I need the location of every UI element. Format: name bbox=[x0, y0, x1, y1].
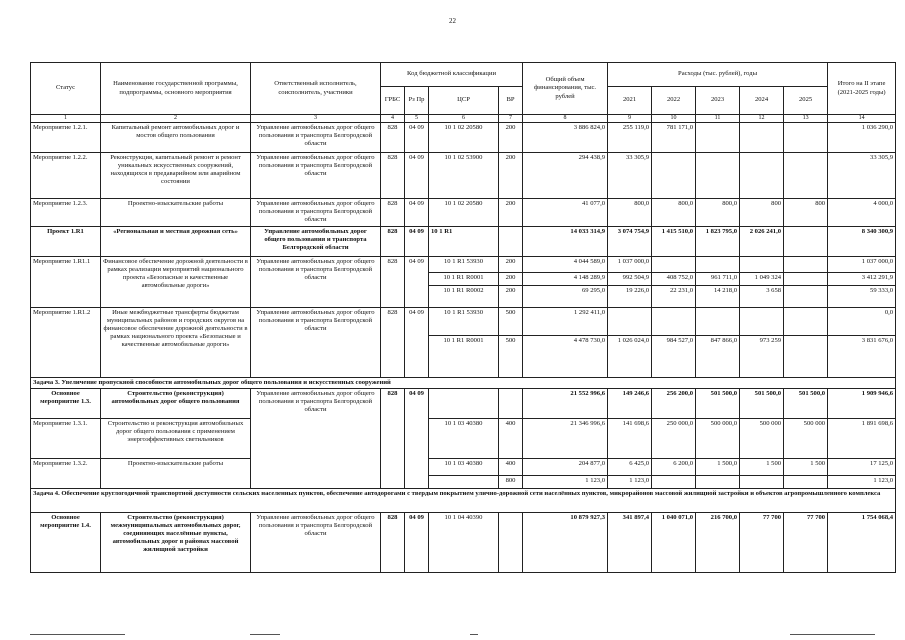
row-y2022: 256 200,0 bbox=[652, 389, 696, 419]
row-total: 41 077,0 bbox=[523, 199, 608, 227]
footer-rule bbox=[790, 634, 875, 635]
table-row bbox=[31, 419, 896, 459]
row-y2021: 33 305,9 bbox=[608, 153, 652, 199]
table-row bbox=[31, 308, 896, 336]
index-cell: 3 bbox=[251, 115, 381, 123]
footer-rule bbox=[30, 634, 125, 635]
row-total: 4 148 289,9 bbox=[523, 273, 608, 286]
col-year-header: 2023 bbox=[696, 87, 740, 115]
row-status: Основное мероприятие 1.4. bbox=[31, 513, 101, 573]
row-stage: 1 909 946,6 bbox=[828, 389, 896, 419]
table-row bbox=[31, 123, 896, 153]
row-y2022: 984 527,0 bbox=[652, 336, 696, 378]
page-number: 22 bbox=[449, 17, 456, 25]
row-y2024: 500 000 bbox=[740, 419, 784, 459]
footer-rule bbox=[470, 634, 478, 635]
row-executor: Управление автомобильных дорог общего пользования и транспорта Белгородской области bbox=[251, 308, 381, 378]
row-y2025 bbox=[784, 153, 828, 199]
col-vr-header: ВР bbox=[499, 87, 523, 115]
row-vr: 400 bbox=[499, 419, 523, 459]
row-y2022: 800,0 bbox=[652, 199, 696, 227]
row-vr: 500 bbox=[499, 336, 523, 378]
row-y2021: 1 037 000,0 bbox=[608, 257, 652, 273]
row-csr: 10 1 R1 bbox=[429, 227, 499, 257]
row-y2023: 1 823 795,0 bbox=[696, 227, 740, 257]
row-y2024: 800 bbox=[740, 199, 784, 227]
row-y2023: 501 500,0 bbox=[696, 389, 740, 419]
row-grbs: 828 bbox=[381, 123, 405, 153]
row-executor: Управление автомобильных дорог общего пользования и транспорта Белгородской области bbox=[251, 513, 381, 573]
row-vr: 400 bbox=[499, 459, 523, 476]
row-rzpr: 04 09 bbox=[405, 389, 429, 489]
row-total: 1 292 411,0 bbox=[523, 308, 608, 336]
row-rzpr: 04 09 bbox=[405, 227, 429, 257]
row-y2023: 847 866,0 bbox=[696, 336, 740, 378]
row-stage: 1 891 698,6 bbox=[828, 419, 896, 459]
row-y2021: 3 074 754,9 bbox=[608, 227, 652, 257]
col-stage-header: Итого на II этапе (2021-2025 годы) bbox=[828, 63, 896, 115]
row-vr: 500 bbox=[499, 308, 523, 336]
row-y2021: 19 226,0 bbox=[608, 286, 652, 308]
row-name: «Региональная и местная дорожная сеть» bbox=[101, 227, 251, 257]
table-row bbox=[31, 153, 896, 199]
row-vr: 200 bbox=[499, 273, 523, 286]
row-grbs: 828 bbox=[381, 308, 405, 378]
row-csr: 10 1 R1 R0002 bbox=[429, 286, 499, 308]
row-y2025: 800 bbox=[784, 199, 828, 227]
index-cell: 11 bbox=[696, 115, 740, 123]
row-y2023: 800,0 bbox=[696, 199, 740, 227]
row-executor: Управление автомобильных дорог общего пользования и транспорта Белгородской области bbox=[251, 199, 381, 227]
row-y2022: 22 231,0 bbox=[652, 286, 696, 308]
row-status: Мероприятие 1.3.2. bbox=[31, 459, 101, 489]
row-y2025: 501 500,0 bbox=[784, 389, 828, 419]
row-csr: 10 1 03 40380 bbox=[429, 419, 499, 459]
row-y2024: 501 500,0 bbox=[740, 389, 784, 419]
row-stage: 1 037 000,0 bbox=[828, 257, 896, 273]
row-y2025 bbox=[784, 227, 828, 257]
row-status: Мероприятие 1.R1.1 bbox=[31, 257, 101, 308]
row-stage: 1 754 068,4 bbox=[828, 513, 896, 573]
table-row bbox=[31, 389, 896, 419]
row-y2022: 781 171,0 bbox=[652, 123, 696, 153]
table-row bbox=[31, 459, 896, 476]
row-y2023 bbox=[696, 153, 740, 199]
row-status: Основное мероприятие 1.3. bbox=[31, 389, 101, 419]
row-grbs: 828 bbox=[381, 199, 405, 227]
row-y2022 bbox=[652, 476, 696, 489]
row-y2024 bbox=[740, 476, 784, 489]
row-y2023 bbox=[696, 123, 740, 153]
row-y2021: 255 119,0 bbox=[608, 123, 652, 153]
row-y2022: 1 040 071,0 bbox=[652, 513, 696, 573]
row-y2022: 250 000,0 bbox=[652, 419, 696, 459]
row-y2024: 3 658 bbox=[740, 286, 784, 308]
index-cell: 4 bbox=[381, 115, 405, 123]
row-csr bbox=[429, 476, 499, 489]
row-stage: 1 123,0 bbox=[828, 476, 896, 489]
row-y2021: 6 425,0 bbox=[608, 459, 652, 476]
row-executor: Управление автомобильных дорог общего пользования и транспорта Белгородской области bbox=[251, 389, 381, 489]
row-y2024 bbox=[740, 257, 784, 273]
index-cell: 1 bbox=[31, 115, 101, 123]
row-total: 21 552 996,6 bbox=[523, 389, 608, 419]
row-rzpr: 04 09 bbox=[405, 153, 429, 199]
row-y2021: 800,0 bbox=[608, 199, 652, 227]
row-y2025 bbox=[784, 476, 828, 489]
task-row bbox=[31, 489, 896, 513]
row-y2025 bbox=[784, 257, 828, 273]
table-row bbox=[31, 227, 896, 257]
row-executor: Управление автомобильных дорог общего пользования и транспорта Белгородской области bbox=[251, 227, 381, 257]
index-cell: 8 bbox=[523, 115, 608, 123]
col-year-header: 2024 bbox=[740, 87, 784, 115]
row-y2023: 14 218,0 bbox=[696, 286, 740, 308]
row-y2023 bbox=[696, 257, 740, 273]
row-y2021: 341 897,4 bbox=[608, 513, 652, 573]
row-total: 3 886 824,0 bbox=[523, 123, 608, 153]
row-csr: 10 1 R1 R0001 bbox=[429, 273, 499, 286]
row-y2022: 1 415 510,0 bbox=[652, 227, 696, 257]
row-grbs: 828 bbox=[381, 227, 405, 257]
row-csr: 10 1 04 40390 bbox=[429, 513, 499, 573]
row-total: 21 346 996,6 bbox=[523, 419, 608, 459]
row-total: 4 478 730,0 bbox=[523, 336, 608, 378]
index-cell: 9 bbox=[608, 115, 652, 123]
row-y2021: 149 246,6 bbox=[608, 389, 652, 419]
row-vr: 200 bbox=[499, 123, 523, 153]
row-csr: 10 1 02 53900 bbox=[429, 153, 499, 199]
col-year-header: 2025 bbox=[784, 87, 828, 115]
col-program-header: Наименование государственной программы, подпрограммы, основного мероприятия bbox=[101, 63, 251, 115]
row-stage: 3 831 676,0 bbox=[828, 336, 896, 378]
row-csr: 10 1 02 20580 bbox=[429, 199, 499, 227]
table-row bbox=[31, 513, 896, 573]
col-grbs-header: ГРБС bbox=[381, 87, 405, 115]
row-vr: 200 bbox=[499, 257, 523, 273]
row-y2024: 1 049 324 bbox=[740, 273, 784, 286]
row-y2023: 1 500,0 bbox=[696, 459, 740, 476]
row-status: Мероприятие 1.3.1. bbox=[31, 419, 101, 459]
row-grbs: 828 bbox=[381, 389, 405, 489]
index-cell: 5 bbox=[405, 115, 429, 123]
task-row bbox=[31, 378, 896, 389]
row-y2022: 6 200,0 bbox=[652, 459, 696, 476]
row-name: Реконструкция, капитальный ремонт и ремонт уникальных искусственных сооружений, находящихся в предаварийном или аварийном состоянии bbox=[101, 153, 251, 199]
col-total-header: Общий объем финансирования, тыс. рублей bbox=[523, 63, 608, 115]
row-y2025: 77 700 bbox=[784, 513, 828, 573]
row-csr: 10 1 02 20580 bbox=[429, 123, 499, 153]
row-vr bbox=[499, 227, 523, 257]
program-table bbox=[30, 62, 896, 573]
row-stage: 3 412 291,9 bbox=[828, 273, 896, 286]
row-y2024: 1 500 bbox=[740, 459, 784, 476]
task-3-heading: Задача 3. Увеличение пропускной способности автомобильных дорог общего пользования и искусственных сооружений bbox=[31, 378, 896, 389]
col-rzpr-header: Рз Пр bbox=[405, 87, 429, 115]
row-y2025: 1 500 bbox=[784, 459, 828, 476]
row-vr: 200 bbox=[499, 153, 523, 199]
row-vr: 200 bbox=[499, 286, 523, 308]
row-status: Мероприятие 1.R1.2 bbox=[31, 308, 101, 378]
row-y2025 bbox=[784, 336, 828, 378]
row-y2023: 500 000,0 bbox=[696, 419, 740, 459]
row-name: Иные межбюджетные трансферты бюджетам муниципальных районов и городских округов на финансовое обеспечение дорожной деятельности в рамках национального проекта «Безопасные и качественные автомобильные дороги» bbox=[101, 308, 251, 378]
index-row bbox=[31, 115, 896, 123]
col-year-header: 2022 bbox=[652, 87, 696, 115]
index-cell: 2 bbox=[101, 115, 251, 123]
row-csr: 10 1 03 40380 bbox=[429, 459, 499, 476]
row-y2022: 408 752,0 bbox=[652, 273, 696, 286]
row-rzpr: 04 09 bbox=[405, 308, 429, 378]
row-total: 294 438,9 bbox=[523, 153, 608, 199]
row-name: Проектно-изыскательские работы bbox=[101, 199, 251, 227]
row-rzpr: 04 09 bbox=[405, 257, 429, 308]
row-name: Строительство (реконструкция) автомобильных дорог общего пользования bbox=[101, 389, 251, 419]
row-executor: Управление автомобильных дорог общего пользования и транспорта Белгородской области bbox=[251, 153, 381, 199]
row-y2022 bbox=[652, 308, 696, 336]
task-4-heading: Задача 4. Обеспечение круглогодичной транспортной доступности сельских населенных пунктов, обеспечение автодорогами с твердым покрытием улично-дорожной сети населённых пунктов, микрорайонов массовой жилищной застройки и объектов агропромышленного комплекса bbox=[31, 489, 896, 513]
col-status-header: Статус bbox=[31, 63, 101, 115]
row-stage: 8 340 300,9 bbox=[828, 227, 896, 257]
row-stage: 59 333,0 bbox=[828, 286, 896, 308]
row-stage: 4 000,0 bbox=[828, 199, 896, 227]
row-grbs: 828 bbox=[381, 257, 405, 308]
row-rzpr: 04 09 bbox=[405, 199, 429, 227]
row-y2022 bbox=[652, 153, 696, 199]
row-y2021: 992 504,9 bbox=[608, 273, 652, 286]
row-grbs: 828 bbox=[381, 513, 405, 573]
row-y2023 bbox=[696, 476, 740, 489]
index-cell: 12 bbox=[740, 115, 784, 123]
row-status: Мероприятие 1.2.3. bbox=[31, 199, 101, 227]
row-total: 10 879 927,3 bbox=[523, 513, 608, 573]
col-year-header: 2021 bbox=[608, 87, 652, 115]
row-status: Проект 1.R1 bbox=[31, 227, 101, 257]
row-vr bbox=[499, 389, 523, 419]
row-name: Строительство и реконструкция автомобильных дорог общего пользования с применением энергоэффективных светильников bbox=[101, 419, 251, 459]
table-row bbox=[31, 257, 896, 273]
row-status: Мероприятие 1.2.1. bbox=[31, 123, 101, 153]
row-y2023: 216 700,0 bbox=[696, 513, 740, 573]
row-y2025 bbox=[784, 286, 828, 308]
index-cell: 6 bbox=[429, 115, 499, 123]
col-executor-header: Ответственный исполнитель, соисполнитель, участники bbox=[251, 63, 381, 115]
row-rzpr: 04 09 bbox=[405, 123, 429, 153]
row-rzpr: 04 09 bbox=[405, 513, 429, 573]
index-cell: 13 bbox=[784, 115, 828, 123]
row-csr bbox=[429, 389, 499, 419]
row-name: Капитальный ремонт автомобильных дорог и мостов общего пользования bbox=[101, 123, 251, 153]
row-stage: 1 036 290,0 bbox=[828, 123, 896, 153]
row-y2022 bbox=[652, 257, 696, 273]
row-total: 204 877,0 bbox=[523, 459, 608, 476]
row-name: Строительство (реконструкция) межмуниципальных автомобильных дорог, соединяющих населённые пункты, автомобильных дорог в районах массовой жилищной застройки bbox=[101, 513, 251, 573]
row-y2024 bbox=[740, 308, 784, 336]
row-y2025 bbox=[784, 273, 828, 286]
row-y2024: 2 026 241,0 bbox=[740, 227, 784, 257]
index-cell: 14 bbox=[828, 115, 896, 123]
row-y2025 bbox=[784, 123, 828, 153]
row-executor: Управление автомобильных дорог общего пользования и транспорта Белгородской области bbox=[251, 123, 381, 153]
table-row bbox=[31, 199, 896, 227]
row-name: Проектно-изыскательские работы bbox=[101, 459, 251, 489]
row-csr: 10 1 R1 R0001 bbox=[429, 336, 499, 378]
row-status: Мероприятие 1.2.2. bbox=[31, 153, 101, 199]
row-total: 4 044 589,0 bbox=[523, 257, 608, 273]
row-vr: 200 bbox=[499, 199, 523, 227]
row-csr: 10 1 R1 53930 bbox=[429, 308, 499, 336]
row-grbs: 828 bbox=[381, 153, 405, 199]
row-y2023 bbox=[696, 308, 740, 336]
row-executor: Управление автомобильных дорог общего пользования и транспорта Белгородской области bbox=[251, 257, 381, 308]
row-total: 69 295,0 bbox=[523, 286, 608, 308]
row-y2024 bbox=[740, 153, 784, 199]
footer-rule bbox=[250, 634, 280, 635]
col-expenses-header: Расходы (тыс. рублей), годы bbox=[608, 63, 828, 87]
row-y2025: 500 000 bbox=[784, 419, 828, 459]
row-name: Финансовое обеспечение дорожной деятельности в рамках реализации мероприятий национального проекта «Безопасные и качественные автомобильные дороги» bbox=[101, 257, 251, 308]
index-cell: 7 bbox=[499, 115, 523, 123]
row-total: 1 123,0 bbox=[523, 476, 608, 489]
row-csr: 10 1 R1 53930 bbox=[429, 257, 499, 273]
row-stage: 0,0 bbox=[828, 308, 896, 336]
row-total: 14 033 314,9 bbox=[523, 227, 608, 257]
col-budget-code-header: Код бюджетной классификации bbox=[381, 63, 523, 87]
row-y2023: 961 711,0 bbox=[696, 273, 740, 286]
index-cell: 10 bbox=[652, 115, 696, 123]
row-stage: 33 305,9 bbox=[828, 153, 896, 199]
row-y2024: 77 700 bbox=[740, 513, 784, 573]
row-y2021: 141 698,6 bbox=[608, 419, 652, 459]
row-y2024 bbox=[740, 123, 784, 153]
row-y2024: 973 259 bbox=[740, 336, 784, 378]
row-y2025 bbox=[784, 308, 828, 336]
header-row bbox=[31, 63, 896, 87]
row-stage: 17 125,0 bbox=[828, 459, 896, 476]
row-vr: 800 bbox=[499, 476, 523, 489]
col-csr-header: ЦСР bbox=[429, 87, 499, 115]
row-vr bbox=[499, 513, 523, 573]
row-y2021 bbox=[608, 308, 652, 336]
row-y2021: 1 026 024,0 bbox=[608, 336, 652, 378]
row-y2021: 1 123,0 bbox=[608, 476, 652, 489]
